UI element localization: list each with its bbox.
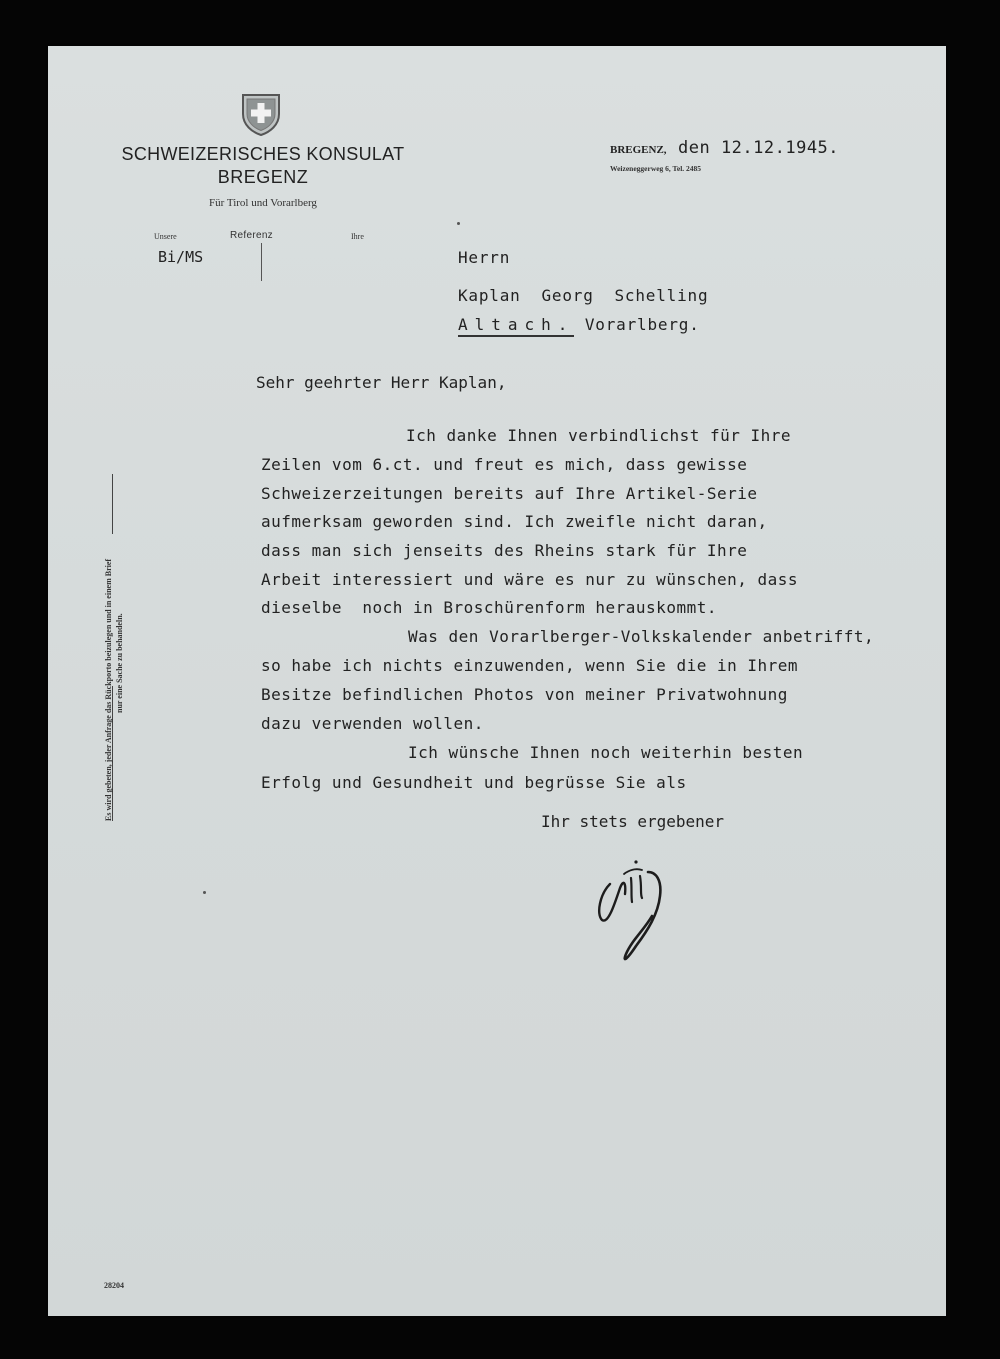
ink-speck [457,222,460,225]
body-line: Ich danke Ihnen verbindlichst für Ihre [406,426,792,445]
body-line: dieselbe noch in Broschürenform herauskommt. [261,598,717,617]
recipient-address [458,315,700,334]
body-line: Was den Vorarlberger-Volkskalender anbetrifft, [408,627,875,646]
body-line: Ich wünsche Ihnen noch weiterhin besten [408,743,804,762]
body-line: Schweizerzeitungen bereits auf Ihre Artikel-Serie [261,484,758,503]
closing: Ihr stets ergebener [541,812,725,831]
swiss-cross-emblem-icon [241,92,281,136]
margin-instruction-line: Es wird gebeten, jeder Anfrage das Rückporto beizulegen und in einem Brief [104,558,113,821]
recipient-town: Altach. [458,315,574,337]
body-line: Arbeit interessiert und wäre es nur zu wünschen, dass [261,570,799,589]
form-number: 28204 [104,1281,124,1290]
ink-speck [203,891,206,894]
consulate-name: SCHWEIZERISCHES KONSULAT [121,144,405,164]
body-line: so habe ich nichts einzuwenden, wenn Sie die in Ihrem [261,656,799,675]
reference-divider [261,243,262,281]
reference-label-ours: Unsere [154,232,177,241]
margin-instruction [103,461,125,821]
consulate-city: BREGENZ [217,167,309,187]
body-line: Zeilen vom 6.ct. und freut es mich, dass gewisse [261,455,748,474]
body-line: dazu verwenden wollen. [261,714,484,733]
body-line: Besitze befindlichen Photos von meiner Privatwohnung [261,685,788,704]
consulate-jurisdiction: Für Tirol und Vorarlberg [209,197,317,209]
dateline-place: BREGENZ, [610,144,667,156]
reference-value: Bi/MS [158,248,204,266]
recipient-name: Kaplan Georg Schelling [458,286,709,305]
reference-label: Referenz [230,230,273,241]
consulate-address: Weizeneggerweg 6, Tel. 2485 [610,164,702,173]
margin-instruction-line: nur eine Sache zu behandeln. [115,613,124,713]
recipient-title: Herrn [458,248,511,267]
letter-sheet [48,46,946,1316]
recipient-region: Vorarlberg. [584,315,700,334]
dateline-date: den 12.12.1945. [678,138,840,158]
body-line: dass man sich jenseits des Rheins stark für Ihre [261,541,748,560]
reference-label-yours: Ihre [351,232,364,241]
salutation: Sehr geehrter Herr Kaplan, [256,373,507,392]
body-line: aufmerksam geworden sind. Ich zweifle nicht daran, [261,512,768,531]
handwritten-signature [596,854,676,966]
body-line: Erfolg und Gesundheit und begrüsse Sie als [261,773,687,792]
